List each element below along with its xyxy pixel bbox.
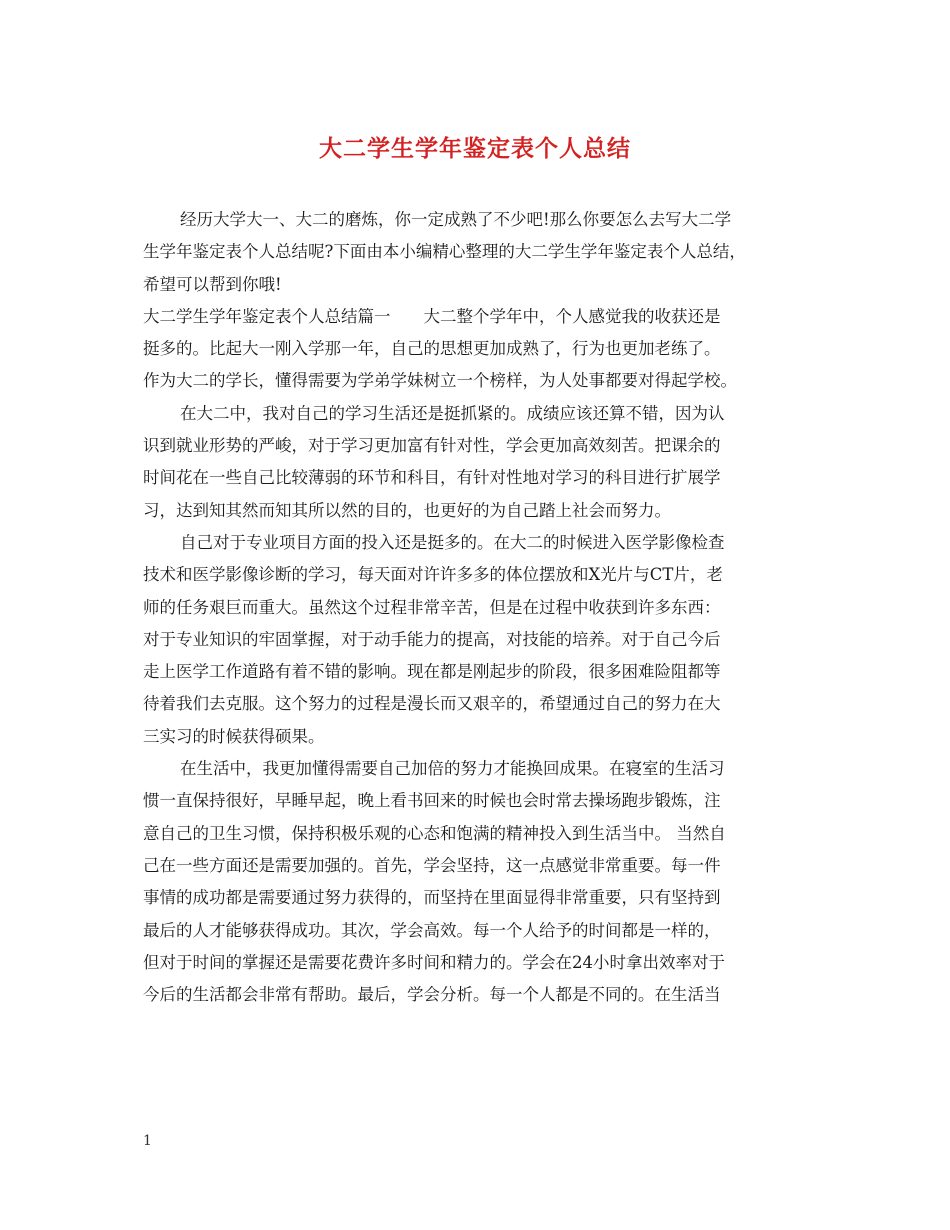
- text-line: 事情的成功都是需要通过努力获得的，而坚持在里面显得非常重要，只有坚持到: [143, 888, 721, 908]
- text-line: 己在一些方面还是需要加强的。首先，学会坚持，这一点感觉非常重要。每一件: [143, 855, 721, 875]
- text-line: 今后的生活都会非常有帮助。最后，学会分析。每一个人都是不同的。在生活当: [143, 985, 721, 1005]
- text-line: 习，达到知其然而知其所以然的目的，也更好的为自己踏上社会而努力。: [143, 500, 671, 520]
- text-line: 待着我们去克服。这个努力的过程是漫长而又艰辛的，希望通过自己的努力在大: [143, 694, 721, 714]
- section-heading-line: 大二学生学年鉴定表个人总结篇一 大二整个学年中，个人感觉我的收获还是: [143, 306, 721, 326]
- text-line: 希望可以帮到你哦!: [143, 274, 282, 294]
- text-line: 师的任务艰巨而重大。虽然这个过程非常辛苦，但是在过程中收获到许多东西：: [143, 597, 721, 617]
- text-line: 技术和医学影像诊断的学习，每天面对许许多多的体位摆放和X光片与CT片，老: [143, 565, 723, 585]
- text-line: 识到就业形势的严峻，对于学习更加富有针对性，学会更加高效刻苦。把课余的: [143, 436, 721, 456]
- text-line: 自己对于专业项目方面的投入还是挺多的。在大二的时候进入医学影像检查: [180, 532, 725, 552]
- text-line: 意自己的卫生习惯，保持积极乐观的心态和饱满的精神投入到生活当中。 当然自: [143, 823, 726, 843]
- text-line: 走上医学工作道路有着不错的影响。现在都是刚起步的阶段，很多困难险阻都等: [143, 662, 721, 682]
- text-line: 在生活中，我更加懂得需要自己加倍的努力才能换回成果。在寝室的生活习: [180, 759, 725, 779]
- text-line: 对于专业知识的牢固掌握，对于动手能力的提高，对技能的培养。对于自己今后: [143, 629, 721, 649]
- text-line: 三实习的时候获得硕果。: [143, 726, 325, 746]
- text-line: 挺多的。比起大一刚入学那一年，自己的思想更加成熟了，行为也更加老练了。: [143, 339, 721, 359]
- text-line: 经历大学大一、大二的磨炼，你一定成熟了不少吧!那么你要怎么去写大二学: [180, 210, 732, 229]
- text-line: 作为大二的学长，懂得需要为学弟学妹树立一个榜样，为人处事都要对得起学校。: [143, 371, 737, 391]
- document-body: [143, 204, 809, 1011]
- page-number: 1: [143, 1133, 152, 1149]
- text-line: 时间花在一些自己比较薄弱的环节和科目，有针对性地对学习的科目进行扩展学: [143, 468, 721, 488]
- text-line: 在大二中，我对自己的学习生活还是挺抓紧的。成绩应该还算不错，因为认: [180, 403, 725, 423]
- document-title: 大二学生学年鉴定表个人总结: [319, 136, 631, 162]
- text-line: 惯一直保持很好，早睡早起，晚上看书回来的时候也会时常去操场跑步锻炼，注: [143, 791, 721, 811]
- text-line: 最后的人才能够获得成功。其次，学会高效。每一个人给予的时间都是一样的，: [143, 920, 721, 940]
- text-line: 生学年鉴定表个人总结呢?下面由本小编精心整理的大二学生学年鉴定表个人总结，: [143, 242, 746, 262]
- text-line: 但对于时间的掌握还是需要花费许多时间和精力的。学会在24小时拿出效率对于: [143, 952, 725, 972]
